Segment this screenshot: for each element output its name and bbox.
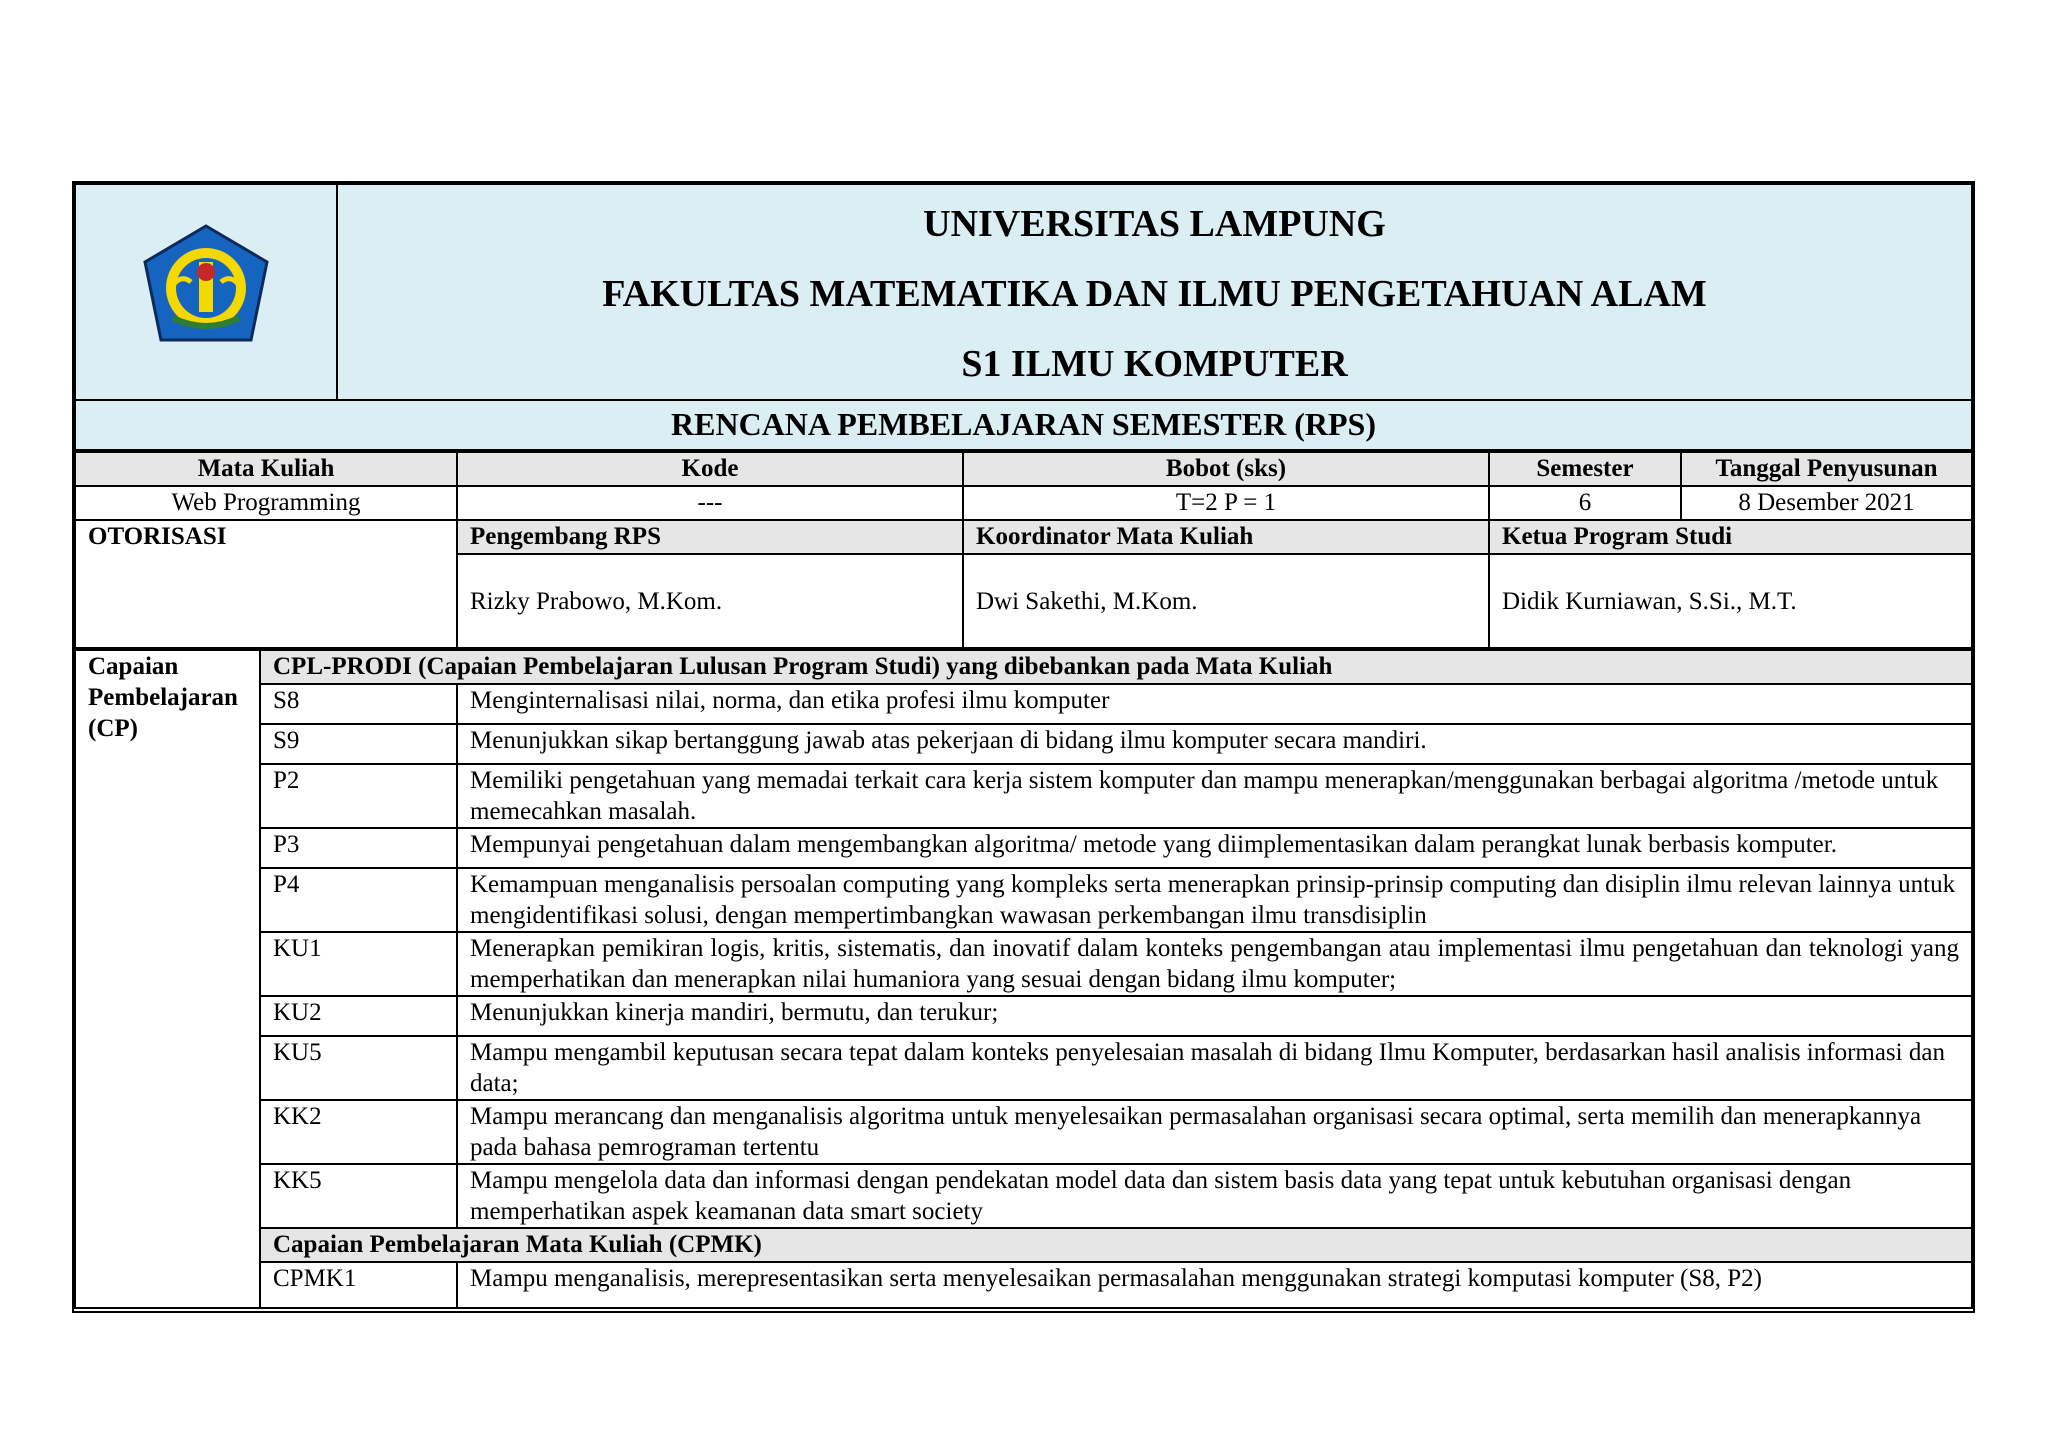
course-credits: T=2 P = 1 xyxy=(963,486,1489,520)
cp-table xyxy=(74,649,1973,1309)
cpl-code: KU5 xyxy=(260,1036,457,1100)
cpl-heading: CPL-PRODI (Capaian Pembelajaran Lulusan Program Studi) yang dibebankan pada Mata Kuliah xyxy=(260,650,1972,684)
cpl-code: KK5 xyxy=(260,1164,457,1228)
cpl-code: KU2 xyxy=(260,996,457,1036)
role-ketua-prodi: Ketua Program Studi xyxy=(1489,520,1972,554)
name-koordinator: Dwi Sakethi, M.Kom. xyxy=(963,554,1489,648)
cpl-text: Menunjukkan kinerja mandiri, bermutu, dan terukur; xyxy=(457,996,1972,1036)
course-date: 8 Desember 2021 xyxy=(1681,486,1972,520)
program-title: S1 ILMU KOMPUTER xyxy=(961,343,1348,385)
university-logo-icon xyxy=(139,222,273,354)
rps-document xyxy=(72,181,1975,1313)
course-code: --- xyxy=(457,486,963,520)
name-ketua-prodi: Didik Kurniawan, S.Si., M.T. xyxy=(1489,554,1972,648)
cpl-text: Mampu merancang dan menganalisis algoritma untuk menyelesaikan permasalahan organisasi secara optimal, serta memilih dan menerapkannya pada bahasa pemrograman tertentu xyxy=(457,1100,1972,1164)
faculty-title: FAKULTAS MATEMATIKA DAN ILMU PENGETAHUAN ALAM xyxy=(602,273,1707,315)
col-header-semester: Semester xyxy=(1489,452,1681,486)
col-header-kode: Kode xyxy=(457,452,963,486)
course-info-table xyxy=(74,451,1973,649)
otorisasi-label: OTORISASI xyxy=(75,520,457,648)
name-pengembang: Rizky Prabowo, M.Kom. xyxy=(457,554,963,648)
cpl-code: P2 xyxy=(260,764,457,828)
header-titles xyxy=(337,184,1972,400)
cpl-text: Menginternalisasi nilai, norma, dan etika profesi ilmu komputer xyxy=(457,684,1972,724)
cpmk-text: Mampu menganalisis, merepresentasikan serta menyelesaikan permasalahan menggunakan strategi komputasi komputer (S8, P2) xyxy=(457,1262,1972,1308)
cpl-text: Mempunyai pengetahuan dalam mengembangkan algoritma/ metode yang diimplementasikan dalam perangkat lunak berbasis komputer. xyxy=(457,828,1972,868)
cpl-text: Mampu mengambil keputusan secara tepat dalam konteks penyelesaian masalah di bidang Ilmu Komputer, berdasarkan hasil analisis informasi dan data; xyxy=(457,1036,1972,1100)
col-header-bobot: Bobot (sks) xyxy=(963,452,1489,486)
cp-label: Capaian Pembelajaran (CP) xyxy=(75,650,260,1308)
cpl-text: Mampu mengelola data dan informasi dengan pendekatan model data dan sistem basis data yang tepat untuk kebutuhan organisasi dengan memperhatikan aspek keamanan data smart society xyxy=(457,1164,1972,1228)
cpl-code: P4 xyxy=(260,868,457,932)
cpl-code: P3 xyxy=(260,828,457,868)
col-header-tanggal: Tanggal Penyusunan xyxy=(1681,452,1972,486)
cpl-code: KK2 xyxy=(260,1100,457,1164)
header-table xyxy=(74,183,1973,451)
col-header-mata-kuliah: Mata Kuliah xyxy=(75,452,457,486)
cpl-code: KU1 xyxy=(260,932,457,996)
cpmk-code: CPMK1 xyxy=(260,1262,457,1308)
role-pengembang: Pengembang RPS xyxy=(457,520,963,554)
cpl-text: Memiliki pengetahuan yang memadai terkait cara kerja sistem komputer dan mampu menerapkan/menggunakan berbagai algoritma /metode untuk memecahkan masalah. xyxy=(457,764,1972,828)
cpl-code: S9 xyxy=(260,724,457,764)
cpl-text: Menerapkan pemikiran logis, kritis, sistematis, dan inovatif dalam konteks pengembangan atau implementasi ilmu pengetahuan dan teknologi yang memperhatikan dan menerapkan nilai humaniora yang sesuai dengan bidang ilmu komputer; xyxy=(457,932,1972,996)
course-name: Web Programming xyxy=(75,486,457,520)
cpl-code: S8 xyxy=(260,684,457,724)
role-koordinator: Koordinator Mata Kuliah xyxy=(963,520,1489,554)
cpl-text: Kemampuan menganalisis persoalan computing yang kompleks serta menerapkan prinsip-prinsip computing dan disiplin ilmu relevan lainnya untuk mengidentifikasi solusi, dengan mempertimbangkan wawasan perkembangan ilmu transdisiplin xyxy=(457,868,1972,932)
course-semester: 6 xyxy=(1489,486,1681,520)
logo-cell xyxy=(75,184,337,400)
cpl-text: Menunjukkan sikap bertanggung jawab atas pekerjaan di bidang ilmu komputer secara mandiri. xyxy=(457,724,1972,764)
university-title: UNIVERSITAS LAMPUNG xyxy=(923,203,1386,245)
cpmk-heading: Capaian Pembelajaran Mata Kuliah (CPMK) xyxy=(260,1228,1972,1262)
document-title: RENCANA PEMBELAJARAN SEMESTER (RPS) xyxy=(75,400,1972,450)
